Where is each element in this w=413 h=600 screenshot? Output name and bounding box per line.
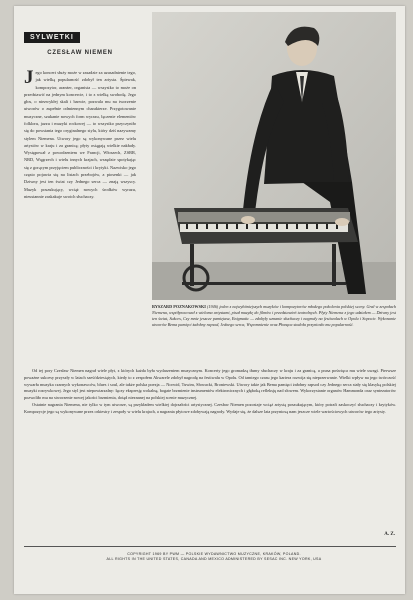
article-author: CZESŁAW NIEMEN — [47, 50, 113, 56]
section-label: SYLWETKI — [24, 32, 80, 43]
photo-caption — [152, 304, 396, 364]
copyright-notice — [58, 552, 370, 562]
copyright-line: COPYRIGHT 1969 BY PWM — POLSKIE WYDAWNICTWO MUZYCZNE, KRAKÓW, POLAND. — [127, 552, 301, 556]
left-column-text — [24, 69, 136, 339]
drop-cap: J — [24, 69, 34, 88]
copyright-line: ALL RIGHTS IN THE UNITED STATES, CANADA AND MEXICO ADMINISTERED BY SESAC INC. NEW YORK, USA — [106, 557, 322, 562]
article-signature: A. Z. — [384, 532, 395, 537]
caption-name: RYSZARD POZNAKOWSKI — [152, 304, 206, 309]
caption-text: (1946) jeden z najwybitniejszych muzyków i kompozytorów młodego pokolenia polskiej sceny. Grał w zespołach Niemena, współpracował z wieloma artystami, pisał muzykę do filmów i przedstawień teatralnych. Płyty Niemena z jego udziałem — Dziwny jest ten świat, Sukces, Czy mnie jeszcze pamiętasz, Enigmatic — zdobyły uznanie słuchaczy i nagrody na festiwalach w Opolu i Sopocie. Wykonanie utworów Bema pamięci żałobny rapsod, Jednego serca, Wspomnienie oraz Płonąca stodoła przyniosło mu popularność. — [152, 304, 396, 327]
article-paragraph: Od tej pory Czesław Niemen nagrał wiele płyt, z których każda była wydarzeniem muzycznym. Koncerty jego gromadzą tłumy słuchaczy w kraju i za granicą, a prasa poświęca mu wiele uwagi. Pierwsze poważne sukcesy przyszły w latach sześćdziesiątych, kiedy to z zespołem Akwarele zdobył nagrodę na festiwalu w Opolu. Od tamtego czasu jego kariera rozwija się nieprzerwanie. Wielki wpływ na jego twórczość wywarła muzyka czarnych wykonawców, blues i soul, ale także polska poezja — Norwid, Tuwim, Słowacki, Broniewski. Utwory takie jak Bema pamięci żałobny rapsod czy Jednego serca stały się klasyką polskiej muzyki rozrywkowej. Jego styl jest niepowtarzalny: łączy ekspresję wokalną, bogate brzmienie instrumentów elektronicznych i głęboką refleksję nad słowem. Wykorzystanie organów Hammonda oraz syntezatorów pozwoliło mu na stworzenie nowej jakości brzmienia, dotąd nieznanej na polskiej scenie muzycznej. — [24, 368, 396, 400]
magazine-page — [14, 6, 405, 594]
main-article-text — [24, 368, 396, 530]
article-paragraph: Ostatnie nagrania Niemena, nie tylko w tym utworze, są przykładem wielkiej dojrzałości artystycznej. Czesław Niemen pozostaje wciąż artystą poszukującym, który potrafi zaskoczyć słuchaczy i krytyków. Kompozycje jego są wykonywane przez orkiestry i zespoły w wielu krajach, a nagrania płytowe zdobywają nagrody. Wydaje się, że dalsze lata przyniosą nam jeszcze wiele wartościowych utworów tego artysty. — [24, 401, 396, 414]
footer-divider — [24, 546, 396, 547]
musician-at-organ-photo-icon — [152, 12, 396, 300]
left-column-body: ego koncert służy może w zasadzie za uzasadnienie tego, jak wielką popularność zdobył ten artysta. Śpiewak, kompozytor, aranżer, organista — wszystko to może on przedstawić na jednym koncercie, i to z wielką swobodą. Jego głos, o niezwykłej skali i barwie, pozwala mu na tworzenie utworów o zupełnie odmiennym charakterze. Przygotowanie muzyczne, szukanie nowych form wyrazu, łączenie elementów folkloru, jazzu i muzyki rockowej — to wszystko przyczyniło się do powstania tego oryginalnego stylu, który dziś nazywamy stylem Niemena. Utwory jego są wykonywane przez wielu artystów w kraju i za granicą; płyty osiągają wielkie nakłady. Występował z powodzeniem we Francji, Włoszech, ZSRR, NRD, Węgrzech i wielu innych krajach, wszędzie spotykając się z gorącym przyjęciem publiczności i krytyki. Nazwisko jego często pojawia się na listach przebojów, a piosenki — jak Dziwny jest ten świat czy Jednego serca — znają wszyscy. Muzyk poszukujący, wciąż nowych środków wyrazu, nieustannie zaskakuje swoich słuchaczy. — [24, 70, 136, 199]
